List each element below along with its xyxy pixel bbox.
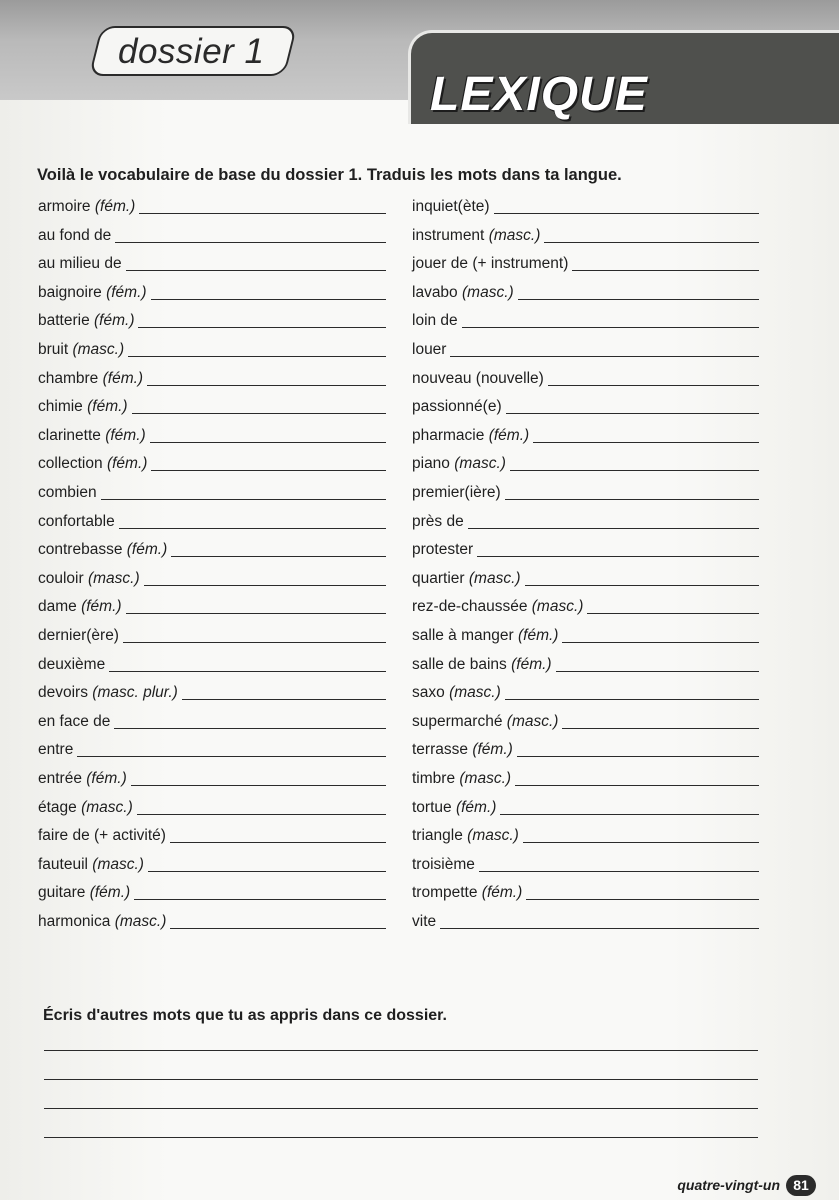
vocab-gender-note: (masc.) bbox=[92, 855, 144, 873]
vocab-row bbox=[412, 393, 759, 417]
vocab-word: rez-de-chaussée bbox=[412, 598, 528, 616]
vocab-row bbox=[412, 651, 759, 675]
vocab-term bbox=[412, 883, 526, 903]
translation-line[interactable] bbox=[170, 841, 386, 843]
vocab-gender-note: (masc. plur.) bbox=[92, 684, 178, 702]
vocab-term bbox=[38, 369, 147, 389]
translation-line[interactable] bbox=[477, 555, 759, 557]
vocab-word: combien bbox=[38, 484, 97, 501]
translation-line[interactable] bbox=[494, 212, 759, 214]
vocab-gender-note: (fém.) bbox=[102, 369, 144, 387]
vocab-term bbox=[412, 369, 548, 389]
vocab-gender-note: (fém.) bbox=[126, 541, 168, 559]
vocab-term bbox=[38, 283, 151, 303]
translation-line[interactable] bbox=[518, 298, 759, 300]
vocab-word: trompette bbox=[412, 884, 478, 902]
vocab-row bbox=[412, 879, 759, 903]
vocab-word: fauteuil bbox=[38, 855, 88, 873]
translation-line[interactable] bbox=[556, 670, 759, 672]
vocab-gender-note: (fém.) bbox=[517, 627, 559, 644]
vocab-row bbox=[412, 508, 759, 532]
vocab-row bbox=[412, 279, 759, 303]
vocab-gender-note: (fém.) bbox=[87, 398, 128, 416]
vocab-gender-note: (fém.) bbox=[94, 312, 135, 330]
vocab-gender-note: (masc.) bbox=[72, 341, 125, 358]
vocab-word: entre bbox=[38, 741, 74, 759]
vocab-row bbox=[412, 765, 759, 789]
vocab-word: salle de bains bbox=[412, 655, 507, 673]
translation-line[interactable] bbox=[151, 469, 386, 471]
vocab-row bbox=[38, 851, 386, 875]
vocab-gender-note: (fém.) bbox=[81, 598, 122, 616]
vocab-row bbox=[38, 794, 386, 818]
vocab-gender-note: (masc.) bbox=[459, 770, 512, 787]
vocab-row bbox=[38, 250, 386, 274]
vocab-term bbox=[38, 311, 138, 331]
translation-line[interactable] bbox=[500, 813, 759, 815]
vocab-term bbox=[38, 340, 128, 360]
page-title: LEXIQUE bbox=[430, 68, 648, 121]
vocab-word: baignoire bbox=[38, 283, 102, 301]
vocab-term bbox=[412, 912, 440, 932]
vocab-row bbox=[38, 536, 386, 560]
vocab-gender-note: (masc.) bbox=[87, 569, 140, 587]
vocab-term bbox=[38, 454, 151, 474]
vocab-row bbox=[412, 708, 759, 732]
vocab-row bbox=[38, 622, 386, 646]
vocab-row bbox=[38, 393, 386, 417]
vocab-term bbox=[38, 226, 115, 246]
translation-line[interactable] bbox=[450, 355, 759, 357]
vocab-gender-note: (fém.) bbox=[106, 283, 147, 301]
vocab-row bbox=[38, 651, 386, 675]
answer-line[interactable] bbox=[44, 1108, 758, 1109]
vocab-gender-note: (masc.) bbox=[531, 598, 584, 616]
vocab-term bbox=[38, 740, 77, 760]
vocab-gender-note: (fém.) bbox=[481, 884, 523, 902]
dossier-label: dossier 1 bbox=[118, 32, 265, 71]
vocab-term bbox=[412, 311, 462, 331]
vocab-term bbox=[412, 540, 477, 560]
vocab-row bbox=[38, 336, 386, 360]
vocab-word: au fond de bbox=[38, 226, 112, 244]
vocab-gender-note: (masc.) bbox=[468, 569, 521, 587]
vocab-gender-note: (masc.) bbox=[449, 684, 501, 702]
vocab-row bbox=[38, 479, 386, 503]
other-words-instruction: Écris d'autres mots que tu as appris dans ce dossier. bbox=[43, 1007, 447, 1024]
vocab-term bbox=[412, 683, 505, 703]
translation-line[interactable] bbox=[123, 641, 386, 643]
vocab-word: timbre bbox=[412, 770, 456, 787]
vocab-row bbox=[38, 765, 386, 789]
vocab-row bbox=[38, 679, 386, 703]
translation-line[interactable] bbox=[171, 555, 386, 557]
vocab-term bbox=[412, 197, 494, 217]
vocab-word: passionné(e) bbox=[412, 398, 502, 416]
translation-line[interactable] bbox=[126, 612, 386, 614]
vocab-term bbox=[412, 340, 450, 360]
vocab-term bbox=[38, 254, 126, 274]
answer-line[interactable] bbox=[44, 1079, 758, 1080]
translation-line[interactable] bbox=[440, 927, 759, 929]
vocab-word: premier(ière) bbox=[412, 484, 501, 501]
vocab-row bbox=[38, 708, 386, 732]
vocab-term bbox=[38, 655, 109, 675]
vocab-gender-note: (masc.) bbox=[506, 712, 559, 730]
translation-line[interactable] bbox=[505, 498, 759, 500]
vocab-row bbox=[412, 336, 759, 360]
vocab-row bbox=[412, 622, 759, 646]
page-number-badge: 81 bbox=[786, 1175, 816, 1196]
translation-line[interactable] bbox=[505, 698, 759, 700]
vocab-row bbox=[38, 736, 386, 760]
translation-line[interactable] bbox=[468, 527, 759, 529]
vocab-gender-note: (masc.) bbox=[462, 283, 514, 301]
translation-line[interactable] bbox=[144, 584, 386, 586]
vocab-term bbox=[38, 569, 144, 589]
vocab-term bbox=[38, 883, 134, 903]
vocab-row bbox=[412, 822, 759, 846]
vocab-row bbox=[412, 679, 759, 703]
vocab-row bbox=[38, 879, 386, 903]
translation-line[interactable] bbox=[77, 755, 386, 757]
vocab-row bbox=[38, 565, 386, 589]
vocab-term bbox=[412, 712, 562, 732]
vocab-row bbox=[38, 279, 386, 303]
translation-line[interactable] bbox=[109, 670, 386, 672]
translation-line[interactable] bbox=[148, 870, 386, 872]
translation-line[interactable] bbox=[182, 698, 386, 700]
translation-line[interactable] bbox=[462, 326, 759, 328]
vocab-word: jouer de (+ instrument) bbox=[412, 255, 569, 273]
instruction-text: Voilà le vocabulaire de base du dossier 1. Traduis les mots dans ta langue. bbox=[37, 166, 622, 184]
vocab-term bbox=[412, 512, 468, 532]
vocab-word: lavabo bbox=[412, 283, 458, 301]
vocab-word: confortable bbox=[38, 512, 115, 530]
vocab-gender-note: (masc.) bbox=[467, 827, 519, 845]
vocab-word: harmonica bbox=[38, 913, 111, 930]
translation-line[interactable] bbox=[134, 898, 386, 900]
vocab-term bbox=[412, 226, 544, 246]
vocab-gender-note: (fém.) bbox=[106, 455, 148, 473]
translation-line[interactable] bbox=[562, 727, 759, 729]
vocab-row bbox=[412, 593, 759, 617]
vocab-term bbox=[412, 655, 556, 675]
translation-line[interactable] bbox=[132, 412, 386, 414]
translation-line[interactable] bbox=[548, 384, 759, 386]
vocab-word: étage bbox=[38, 798, 77, 816]
vocab-term bbox=[38, 597, 126, 617]
vocab-word: dame bbox=[38, 598, 77, 616]
vocab-word: vite bbox=[412, 913, 437, 930]
translation-line[interactable] bbox=[587, 612, 759, 614]
vocab-term bbox=[412, 283, 518, 303]
vocab-term bbox=[38, 397, 132, 417]
translation-line[interactable] bbox=[137, 813, 386, 815]
vocab-word: guitare bbox=[38, 884, 86, 902]
translation-line[interactable] bbox=[147, 384, 386, 386]
translation-line[interactable] bbox=[572, 269, 759, 271]
vocab-row bbox=[412, 851, 759, 875]
translation-line[interactable] bbox=[101, 498, 386, 500]
vocab-gender-note: (masc.) bbox=[81, 798, 133, 816]
vocab-word: contrebasse bbox=[38, 541, 123, 559]
vocab-word: protester bbox=[412, 541, 474, 559]
vocab-term bbox=[38, 512, 119, 532]
vocab-term bbox=[412, 597, 587, 617]
vocab-gender-note: (masc.) bbox=[488, 226, 541, 244]
page-number-words: quatre-vingt-un bbox=[677, 1177, 780, 1193]
translation-line[interactable] bbox=[119, 527, 386, 529]
vocab-gender-note: (fém.) bbox=[455, 798, 497, 816]
vocab-gender-note: (fém.) bbox=[488, 426, 530, 444]
vocab-term bbox=[38, 426, 150, 446]
translation-line[interactable] bbox=[544, 241, 759, 243]
vocab-term bbox=[38, 540, 171, 560]
vocab-word: saxo bbox=[412, 684, 445, 702]
vocab-word: salle à manger bbox=[412, 627, 514, 644]
vocab-gender-note: (fém.) bbox=[472, 741, 513, 759]
vocab-term bbox=[412, 426, 533, 446]
vocab-row bbox=[412, 307, 759, 331]
vocab-term bbox=[412, 855, 479, 875]
vocab-word: tortue bbox=[412, 798, 452, 816]
vocab-gender-note: (fém.) bbox=[105, 426, 146, 444]
answer-line[interactable] bbox=[44, 1137, 758, 1138]
translation-line[interactable] bbox=[523, 841, 759, 843]
vocab-word: faire de (+ activité) bbox=[38, 827, 166, 845]
vocab-word: instrument bbox=[412, 226, 485, 244]
vocab-word: au milieu de bbox=[38, 255, 122, 273]
translation-line[interactable] bbox=[131, 784, 386, 786]
vocab-term bbox=[38, 712, 114, 732]
vocab-row bbox=[412, 536, 759, 560]
vocab-word: chambre bbox=[38, 369, 99, 387]
translation-line[interactable] bbox=[151, 298, 386, 300]
vocab-word: chimie bbox=[38, 398, 83, 416]
vocab-word: batterie bbox=[38, 312, 90, 330]
vocab-term bbox=[412, 769, 515, 789]
vocab-row bbox=[38, 822, 386, 846]
vocab-row bbox=[412, 736, 759, 760]
vocab-term bbox=[412, 569, 525, 589]
answer-line[interactable] bbox=[44, 1050, 758, 1051]
vocab-word: dernier(ère) bbox=[38, 627, 119, 644]
vocab-word: triangle bbox=[412, 827, 463, 845]
translation-line[interactable] bbox=[510, 469, 759, 471]
vocab-term bbox=[412, 626, 562, 646]
translation-line[interactable] bbox=[126, 269, 386, 271]
vocab-row bbox=[38, 508, 386, 532]
vocab-row bbox=[412, 422, 759, 446]
vocab-gender-note: (fém.) bbox=[86, 770, 127, 787]
vocab-term bbox=[38, 197, 139, 217]
vocab-word: quartier bbox=[412, 569, 465, 587]
vocab-row bbox=[38, 450, 386, 474]
vocab-row bbox=[38, 593, 386, 617]
vocab-word: couloir bbox=[38, 569, 84, 587]
vocab-word: louer bbox=[412, 341, 447, 358]
vocab-term bbox=[412, 826, 523, 846]
vocab-row bbox=[412, 250, 759, 274]
vocab-gender-note: (fém.) bbox=[89, 884, 131, 902]
vocab-gender-note: (fém.) bbox=[511, 655, 552, 673]
vocab-word: devoirs bbox=[38, 684, 88, 702]
vocab-word: supermarché bbox=[412, 712, 503, 730]
vocab-gender-note: (masc.) bbox=[114, 913, 167, 930]
vocab-term bbox=[38, 912, 170, 932]
translation-line[interactable] bbox=[562, 641, 759, 643]
translation-line[interactable] bbox=[138, 326, 386, 328]
vocab-word: inquiet(ète) bbox=[412, 198, 490, 215]
vocab-term bbox=[412, 397, 506, 417]
vocab-row bbox=[412, 794, 759, 818]
vocab-row bbox=[38, 422, 386, 446]
vocab-word: armoire bbox=[38, 198, 91, 215]
vocab-word: clarinette bbox=[38, 426, 101, 444]
vocab-term bbox=[38, 769, 131, 789]
vocab-term bbox=[38, 626, 123, 646]
vocab-term bbox=[38, 826, 170, 846]
vocab-row bbox=[412, 908, 759, 932]
vocab-word: bruit bbox=[38, 341, 69, 358]
vocab-word: deuxième bbox=[38, 655, 106, 673]
vocab-word: piano bbox=[412, 455, 450, 473]
vocab-term bbox=[38, 798, 137, 818]
vocab-term bbox=[412, 483, 505, 503]
vocab-gender-note: (fém.) bbox=[94, 198, 136, 215]
vocab-gender-note: (masc.) bbox=[454, 455, 506, 473]
translation-line[interactable] bbox=[517, 755, 759, 757]
translation-line[interactable] bbox=[170, 927, 386, 929]
vocab-word: troisième bbox=[412, 855, 475, 873]
vocab-word: collection bbox=[38, 455, 103, 473]
vocab-row bbox=[412, 365, 759, 389]
vocab-word: nouveau (nouvelle) bbox=[412, 369, 544, 387]
vocab-row bbox=[38, 307, 386, 331]
translation-line[interactable] bbox=[526, 898, 759, 900]
translation-line[interactable] bbox=[515, 784, 759, 786]
translation-line[interactable] bbox=[479, 870, 759, 872]
vocab-term bbox=[412, 798, 500, 818]
vocab-row bbox=[412, 479, 759, 503]
vocab-term bbox=[38, 483, 101, 503]
vocab-row bbox=[412, 222, 759, 246]
vocab-word: loin de bbox=[412, 312, 458, 330]
translation-line[interactable] bbox=[139, 212, 386, 214]
vocab-term bbox=[38, 683, 182, 703]
vocab-row bbox=[38, 193, 386, 217]
vocab-term bbox=[412, 740, 517, 760]
vocab-word: terrasse bbox=[412, 741, 468, 759]
vocab-row bbox=[38, 222, 386, 246]
vocab-word: en face de bbox=[38, 712, 111, 730]
vocab-row bbox=[412, 450, 759, 474]
vocab-word: entrée bbox=[38, 770, 82, 787]
vocab-row bbox=[412, 193, 759, 217]
translation-line[interactable] bbox=[128, 355, 386, 357]
translation-line[interactable] bbox=[115, 241, 386, 243]
translation-line[interactable] bbox=[533, 441, 759, 443]
vocab-row bbox=[412, 565, 759, 589]
vocab-word: pharmacie bbox=[412, 426, 485, 444]
vocab-row bbox=[38, 908, 386, 932]
translation-line[interactable] bbox=[525, 584, 759, 586]
vocab-term bbox=[412, 454, 510, 474]
vocab-term bbox=[38, 855, 148, 875]
vocab-term bbox=[412, 254, 572, 274]
translation-line[interactable] bbox=[114, 727, 386, 729]
translation-line[interactable] bbox=[150, 441, 386, 443]
translation-line[interactable] bbox=[506, 412, 759, 414]
vocab-row bbox=[38, 365, 386, 389]
vocab-word: près de bbox=[412, 512, 464, 530]
